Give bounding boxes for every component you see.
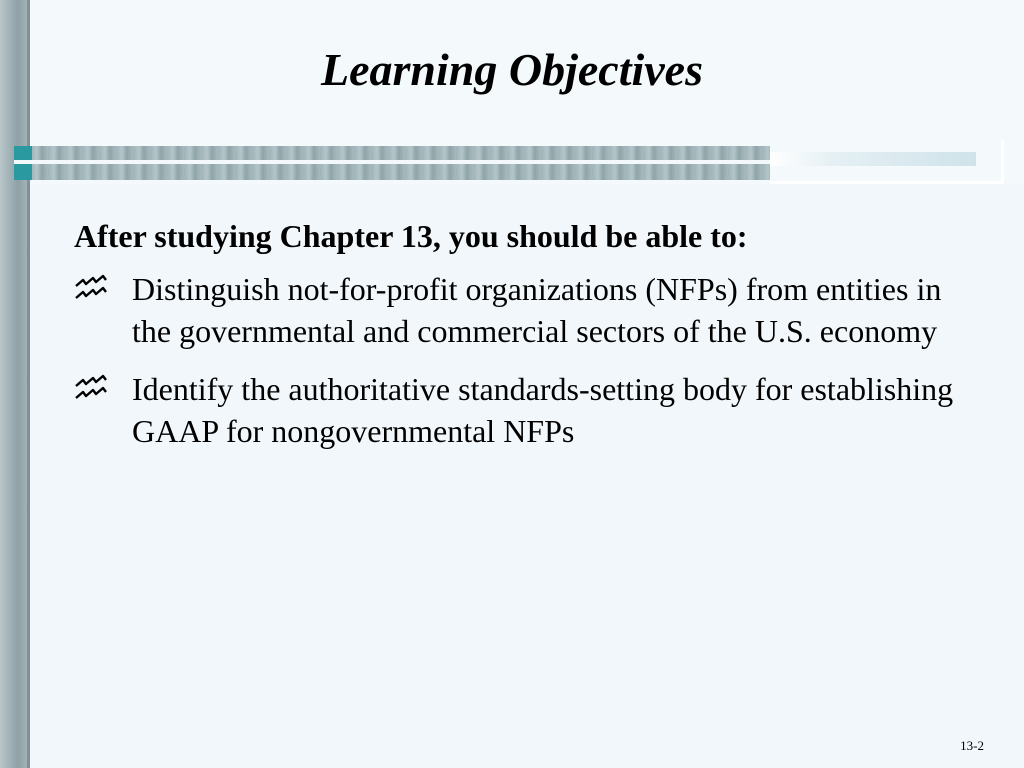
bullet-text: Identify the authoritative standards-setting body for establishing GAAP for nongovernmental NFPs (132, 371, 954, 449)
slide-title: Learning Objectives (321, 44, 703, 95)
bullet-text: Distinguish not-for-profit organizations (NFPs) from entities in the governmental and commercial sectors of the U.S. economy (132, 271, 942, 349)
slide-number: 13-2 (960, 738, 984, 753)
wavy-bullet-icon (74, 372, 114, 406)
divider-stripe (14, 160, 770, 164)
intro-heading: After studying Chapter 13, you should be able to: (74, 218, 748, 254)
bullet-item (74, 368, 974, 452)
title-divider-bar (14, 146, 770, 180)
wavy-bullet-icon (74, 272, 114, 306)
divider-fade-tail (770, 152, 976, 166)
slide-body (74, 214, 974, 468)
bullet-item (74, 268, 974, 352)
left-decorative-border (0, 0, 30, 768)
